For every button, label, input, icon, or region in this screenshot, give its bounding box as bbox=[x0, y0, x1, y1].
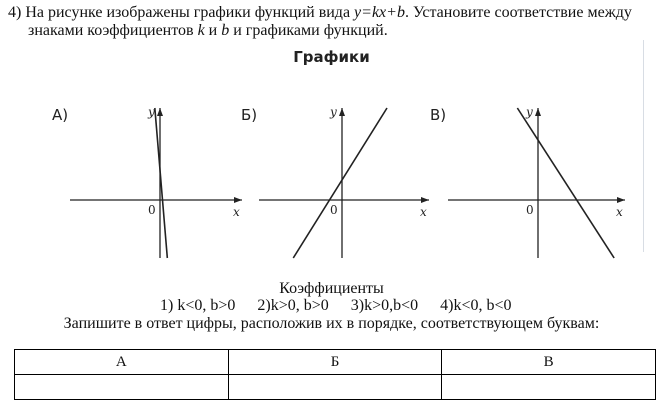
origin-label: 0 bbox=[526, 203, 534, 217]
answer-cell-v[interactable] bbox=[442, 375, 656, 400]
coef-k: k bbox=[197, 22, 205, 39]
answer-header-b: Б bbox=[228, 350, 442, 375]
origin-label: 0 bbox=[330, 203, 338, 217]
x-axis-arrow bbox=[234, 197, 242, 203]
question-line1-post: . Установите соответствие между bbox=[404, 4, 632, 21]
formula: y=kx+b bbox=[354, 4, 405, 21]
function-line bbox=[517, 108, 614, 258]
coef-b: b bbox=[221, 22, 230, 39]
function-line bbox=[293, 108, 387, 258]
answer-cell-a[interactable] bbox=[15, 375, 229, 400]
coefficients-options bbox=[160, 297, 660, 315]
origin-label: 0 bbox=[148, 203, 156, 217]
graph-label-b: Б) bbox=[241, 106, 258, 124]
graph-v bbox=[448, 100, 633, 260]
instruction-text: Запишите в ответ цифры, расположив их в порядке, соответствующем буквам: bbox=[63, 315, 600, 332]
x-axis-arrow bbox=[617, 197, 625, 203]
y-axis-arrow bbox=[339, 108, 345, 116]
y-axis-label: y bbox=[330, 105, 337, 119]
coef-option-1: 1) k<0, b>0 bbox=[160, 297, 236, 314]
x-axis-label: x bbox=[420, 205, 427, 219]
graph-label-v: В) bbox=[430, 106, 447, 124]
answer-header-a: А bbox=[15, 350, 229, 375]
coefficients-title: Коэффициенты bbox=[279, 280, 384, 297]
question-line2: знаками коэффициентов k и b и графиками функций. bbox=[28, 22, 388, 39]
question-text bbox=[8, 4, 648, 40]
function-line bbox=[155, 108, 168, 258]
graph-b bbox=[259, 100, 439, 260]
y-axis-arrow bbox=[535, 108, 541, 116]
y-axis-label: y bbox=[526, 105, 533, 119]
answer-table bbox=[14, 349, 656, 400]
question-number: 4) bbox=[8, 4, 22, 21]
graphs-title: Графики bbox=[293, 48, 370, 66]
question-line1-pre: На рисунке изображены графики функций вида bbox=[25, 4, 355, 21]
scrollbar-track[interactable] bbox=[643, 40, 644, 252]
graph-label-a: А) bbox=[52, 106, 69, 124]
x-axis-arrow bbox=[421, 197, 429, 203]
y-axis-arrow bbox=[157, 108, 163, 116]
y-axis-label: y bbox=[148, 105, 155, 119]
x-axis-label: x bbox=[616, 205, 623, 219]
answer-header-v: В bbox=[442, 350, 656, 375]
x-axis-label: x bbox=[233, 205, 240, 219]
coef-option-3: 3)k>0,b<0 bbox=[350, 297, 419, 314]
coef-option-2: 2)k>0, b>0 bbox=[257, 297, 329, 314]
graph-a bbox=[70, 100, 250, 260]
answer-cell-b[interactable] bbox=[228, 375, 442, 400]
coef-option-4: 4)k<0, b<0 bbox=[440, 297, 512, 314]
